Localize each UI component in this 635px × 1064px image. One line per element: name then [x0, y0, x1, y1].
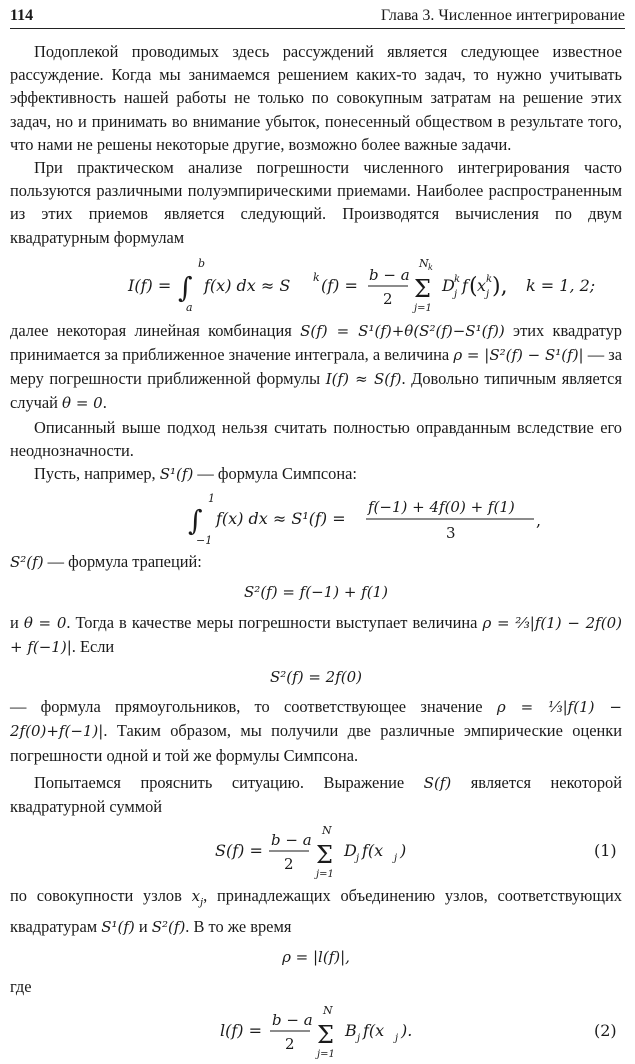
eq2-label: (2)	[594, 1021, 617, 1041]
rectangle-formula: S²(f) = 2f(0)	[270, 668, 362, 687]
simpson-comma: ,	[536, 511, 542, 531]
paragraph-7: и θ = 0. Тогда в качестве меры погрешности выступает величина ρ = ⅔|f(1) − 2f(0) + f(−1)|. Если	[10, 612, 622, 656]
sum-sign: Σ	[316, 841, 333, 870]
paragraph-8: — формула прямоугольников, то соответствующее значение ρ = ⅓|f(1) − 2f(0)+f(−1)|. Таким образом, мы получили две различные эмпирические оценки погрешности одной и той же формулы Симпсона.	[10, 697, 622, 765]
eq1-lhs: S(f) =	[215, 841, 263, 861]
eq1-lo: j=1	[316, 869, 334, 881]
eq1-term-sub: j	[356, 853, 360, 865]
eq1-term3: )	[400, 841, 407, 861]
rho-formula: ρ = |l(f)|,	[282, 947, 350, 966]
eq2-den: 2	[285, 1035, 295, 1054]
quad-term: D	[442, 275, 455, 295]
formula-quadratures	[10, 253, 622, 315]
quad-eq: (f) =	[321, 275, 358, 295]
formula-quadratures-svg	[56, 253, 596, 315]
eq1-num: b − a	[271, 831, 312, 850]
paragraph-5: Пусть, например, S¹(f) — формула Симпсона:	[34, 464, 357, 484]
eq2-term-sub: j	[357, 1033, 361, 1045]
eq1-term2-sub: j	[394, 853, 398, 865]
paragraph-2: При практическом анализе погрешности численного интегрирования часто пользуются различными полуэмпирическими приемами. Наиболее распространенным из этих приемов является следующий. Производятся вычисления по двум квадратурным формулам	[10, 158, 622, 247]
formula-rectangle	[10, 665, 622, 689]
quad-x-sup: k	[486, 273, 493, 285]
integral-sign: ∫	[188, 504, 203, 538]
paragraph-1: Подоплекой проводимых здесь рассуждений является следующее известное рассуждение. Когда мы занимаемся решением каких-то задач, то нужно учитывать эффективность нашей работы не только по совокупным затратам на решение этих задач, но и принимать во внимание убыток, понесенный обществом в результате того, что нами не решены некоторые другие, возможно более важные задачи.	[10, 42, 622, 154]
sum-sign: Σ	[414, 274, 431, 303]
quad-lower: a	[186, 300, 193, 314]
formula-simpson	[10, 490, 622, 546]
eq2-hi: N	[323, 1004, 333, 1018]
integral-sign: ∫	[178, 270, 193, 304]
eq1-hi: N	[322, 824, 332, 838]
eq2-num: b − a	[272, 1011, 313, 1030]
eq2-lhs: l(f) =	[220, 1021, 263, 1041]
quad-term2: f	[462, 275, 468, 295]
simpson-lower: −1	[196, 534, 213, 548]
eq1-den: 2	[284, 855, 294, 874]
quad-sum-lo: j=1	[414, 302, 432, 314]
quad-tail: k = 1, 2;	[526, 275, 596, 295]
formula-eq2	[10, 1002, 622, 1060]
simpson-den: 3	[446, 524, 456, 543]
formula-trapezoid	[10, 580, 622, 604]
page-number: 114	[10, 7, 34, 24]
quad-sum-hi: N	[419, 256, 429, 270]
big-paren-close: ),	[492, 273, 508, 299]
paragraph-9: Попытаемся прояснить ситуацию. Выражение S(f) является некоторой квадратурной суммой	[10, 772, 622, 817]
eq2-term2-sub: j	[395, 1033, 399, 1045]
paragraph-3: далее некоторая линейная комбинация S(f) = S¹(f)+θ(S²(f)−S¹(f)) этих квадратур принимается за приближенное значение интеграла, а величина ρ = |S²(f) − S¹(f)| — за меру погрешности приближенной формулы I(f) ≈ S(f). Довольно типичным является случай θ = 0.	[10, 320, 623, 413]
quad-lhs: I(f) =	[128, 275, 172, 295]
quad-sup-k: k	[313, 270, 320, 284]
formula-simpson-svg	[56, 490, 576, 546]
eq2-term3: ).	[401, 1021, 413, 1041]
eq1-term2: f(x	[362, 841, 384, 861]
paragraph-4: Описанный выше подход нельзя считать полностью оправданным вследствие его неоднозначности.	[10, 417, 622, 460]
quad-upper: b	[198, 256, 206, 270]
sum-sign: Σ	[317, 1021, 334, 1050]
eq2-term2: f(x	[363, 1021, 385, 1041]
formula-rho	[10, 945, 622, 969]
quad-x-sub: j	[486, 288, 490, 300]
big-paren-open: (	[469, 273, 478, 299]
simpson-num: f(−1) + 4f(0) + f(1)	[368, 498, 515, 517]
chapter-title: Глава 3. Численное интегрирование	[380, 7, 625, 24]
paragraph-11: где	[10, 977, 32, 997]
page-body	[10, 40, 622, 1064]
simpson-upper: 1	[208, 492, 215, 506]
paragraph-10: по совокупности узлов $x_j$, принадлежащих объединению узлов, соответствующих квадратурам S¹(f) и S²(f). В то же время	[10, 886, 623, 936]
simpson-lhs: f(x) dx ≈ S¹(f) =	[216, 509, 346, 529]
quad-body: f(x) dx ≈ S	[204, 275, 291, 295]
eq1-term: D	[344, 841, 357, 861]
formula-eq1-svg	[10, 822, 622, 880]
quad-term-sub: j	[454, 288, 458, 300]
quad-num: b − a	[369, 265, 410, 284]
paragraph-6: S²(f) — формула трапеций:	[10, 552, 202, 572]
eq2-term: B	[345, 1021, 357, 1041]
running-header	[10, 6, 625, 29]
formula-eq2-svg	[10, 1002, 622, 1060]
quad-x: x	[477, 275, 487, 295]
quad-sum-hi-sub: k	[428, 262, 433, 272]
eq2-lo: j=1	[317, 1049, 335, 1061]
eq1-label: (1)	[594, 841, 617, 861]
quad-den: 2	[383, 289, 393, 308]
quad-term-sup: k	[454, 273, 461, 285]
formula-eq1	[10, 822, 622, 880]
trapezoid-formula: S²(f) = f(−1) + f(1)	[244, 583, 388, 602]
